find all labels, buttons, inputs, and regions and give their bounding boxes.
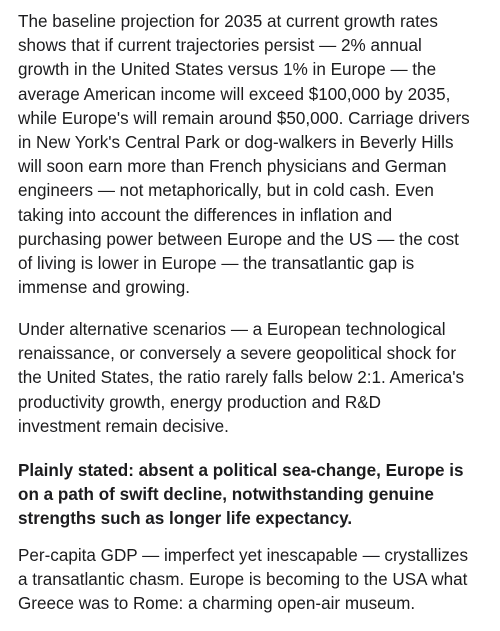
text-line: a transatlantic chasm. Europe is becoming to the USA what — [18, 570, 468, 590]
paragraph-alternative-scenarios — [18, 318, 464, 439]
text-line: in New York's Central Park or dog-walkers in Beverly Hills — [18, 133, 454, 153]
text-line: shows that if current trajectories persist — 2% annual — [18, 36, 422, 56]
text-line: The baseline projection for 2035 at current growth rates — [18, 12, 438, 31]
text-line: Plainly stated: absent a political sea-change, Europe is — [18, 461, 464, 480]
text-line: Per-capita GDP — imperfect yet inescapable — crystallizes — [18, 546, 468, 565]
paragraph-gdp-chasm — [18, 544, 468, 617]
text-line: on a path of swift decline, notwithstanding genuine — [18, 485, 434, 505]
text-line: Greece was to Rome: a charming open-air museum. — [18, 594, 416, 614]
text-line: Under alternative scenarios — a European technological — [18, 320, 446, 339]
text-line: growth in the United States versus 1% in Europe — the — [18, 60, 437, 80]
text-line: engineers — not metaphorically, but in cold cash. Even — [18, 181, 434, 201]
text-line: strengths such as longer life expectancy. — [18, 509, 353, 529]
text-line: the United States, the ratio rarely falls below 2:1. America's — [18, 368, 465, 388]
text-line: average American income will exceed $100,000 by 2035, — [18, 84, 451, 104]
text-line: renaissance, or conversely a severe geopolitical shock for — [18, 344, 457, 364]
text-line: taking into account the differences in inflation and — [18, 205, 393, 225]
text-line: investment remain decisive. — [18, 416, 229, 436]
paragraph-growth-projection — [18, 10, 470, 300]
text-line: while Europe's will remain around $50,000. Carriage drivers — [18, 108, 470, 128]
text-line: immense and growing. — [18, 278, 190, 298]
text-line: productivity growth, energy production and R&D — [18, 392, 381, 412]
text-line: purchasing power between Europe and the US — the cost — [18, 229, 459, 249]
paragraph-bold-conclusion — [18, 459, 464, 532]
text-line: of living is lower in Europe — the transatlantic gap is — [18, 254, 415, 274]
text-line: will soon earn more than French physicians and German — [18, 157, 447, 177]
